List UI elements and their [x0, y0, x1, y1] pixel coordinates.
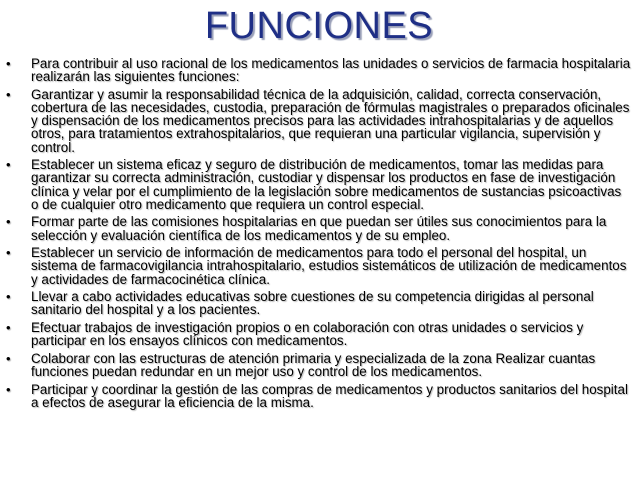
bullet-icon: •: [6, 381, 11, 397]
list-item: [6, 321, 632, 347]
bullet-icon: •: [6, 350, 11, 366]
bullet-icon: •: [6, 214, 11, 230]
list-item-text: Efectuar trabajos de investigación propios o en colaboración con otras unidades o servicios y participar en los ensayos clínicos con medicamentos.: [31, 320, 584, 349]
list-item: [6, 383, 632, 409]
list-item-text: Llevar a cabo actividades educativas sobre cuestiones de su competencia dirigidas al personal sanitario del hospital y a los pacientes.: [31, 289, 594, 318]
list-item: [6, 352, 632, 378]
list-item: [6, 215, 632, 241]
list-item-text: Establecer un servicio de información de medicamentos para todo el personal del hospital, un sistema de farmacovigilancia intrahospitalario, estudios sistemáticos de utilización de medicamentos y actividades de farmacocinética clínica.: [31, 245, 627, 287]
bullet-icon: •: [6, 320, 11, 335]
bullet-icon: •: [6, 245, 11, 261]
list-item: [6, 290, 632, 316]
list-item-text: Formar parte de las comisiones hospitalarias en que puedan ser útiles sus conocimientos para la selección y evaluación científica de los medicamentos y de su empleo.: [31, 214, 607, 243]
list-item-text: Garantizar y asumir la responsabilidad técnica de la adquisición, calidad, correcta conservación, cobertura de las necesidades, custodia, preparación de fórmulas magistrales o preparados oficinales y dispensación de los medicamentos precisos para las actividades intrahospitalarias y de aquellos otros, para tratamientos extrahospitalarios, que requieran una particular vigilancia, supervisión y control.: [31, 86, 630, 155]
list-item: [6, 57, 632, 83]
list-item-text: Para contribuir al uso racional de los medicamentos las unidades o servicios de farmacia hospitalaria realizarán las siguientes funciones:: [31, 56, 631, 85]
list-item: [6, 158, 632, 211]
list-item: [6, 246, 632, 286]
bullet-icon: •: [6, 157, 11, 173]
list-item: [6, 88, 632, 154]
list-item-text: Participar y coordinar la gestión de las compras de medicamentos y productos sanitarios del hospital a efectos de asegurar la eficiencia de la misma.: [31, 381, 628, 410]
bullet-icon: •: [6, 289, 11, 305]
bullet-icon: •: [6, 56, 11, 71]
list-item-text: Colaborar con las estructuras de atención primaria y especializada de la zona Realizar cuantas funciones puedan redundar en un mejor uso y control de los medicamentos.: [31, 350, 596, 379]
bullet-icon: •: [6, 86, 11, 102]
slide-title: FUNCIONES: [204, 5, 434, 47]
list-item-text: Establecer un sistema eficaz y seguro de distribución de medicamentos, tomar las medidas para garantizar su correcta administración, custodiar y dispensar los productos en fase de investigación clínica y velar por el cumplimiento de la legislación sobre medicamentos de sustancias psicoactivas o de cualquier otro medicamento que requiera un control especial.: [31, 157, 622, 212]
bullet-list: [6, 57, 632, 413]
